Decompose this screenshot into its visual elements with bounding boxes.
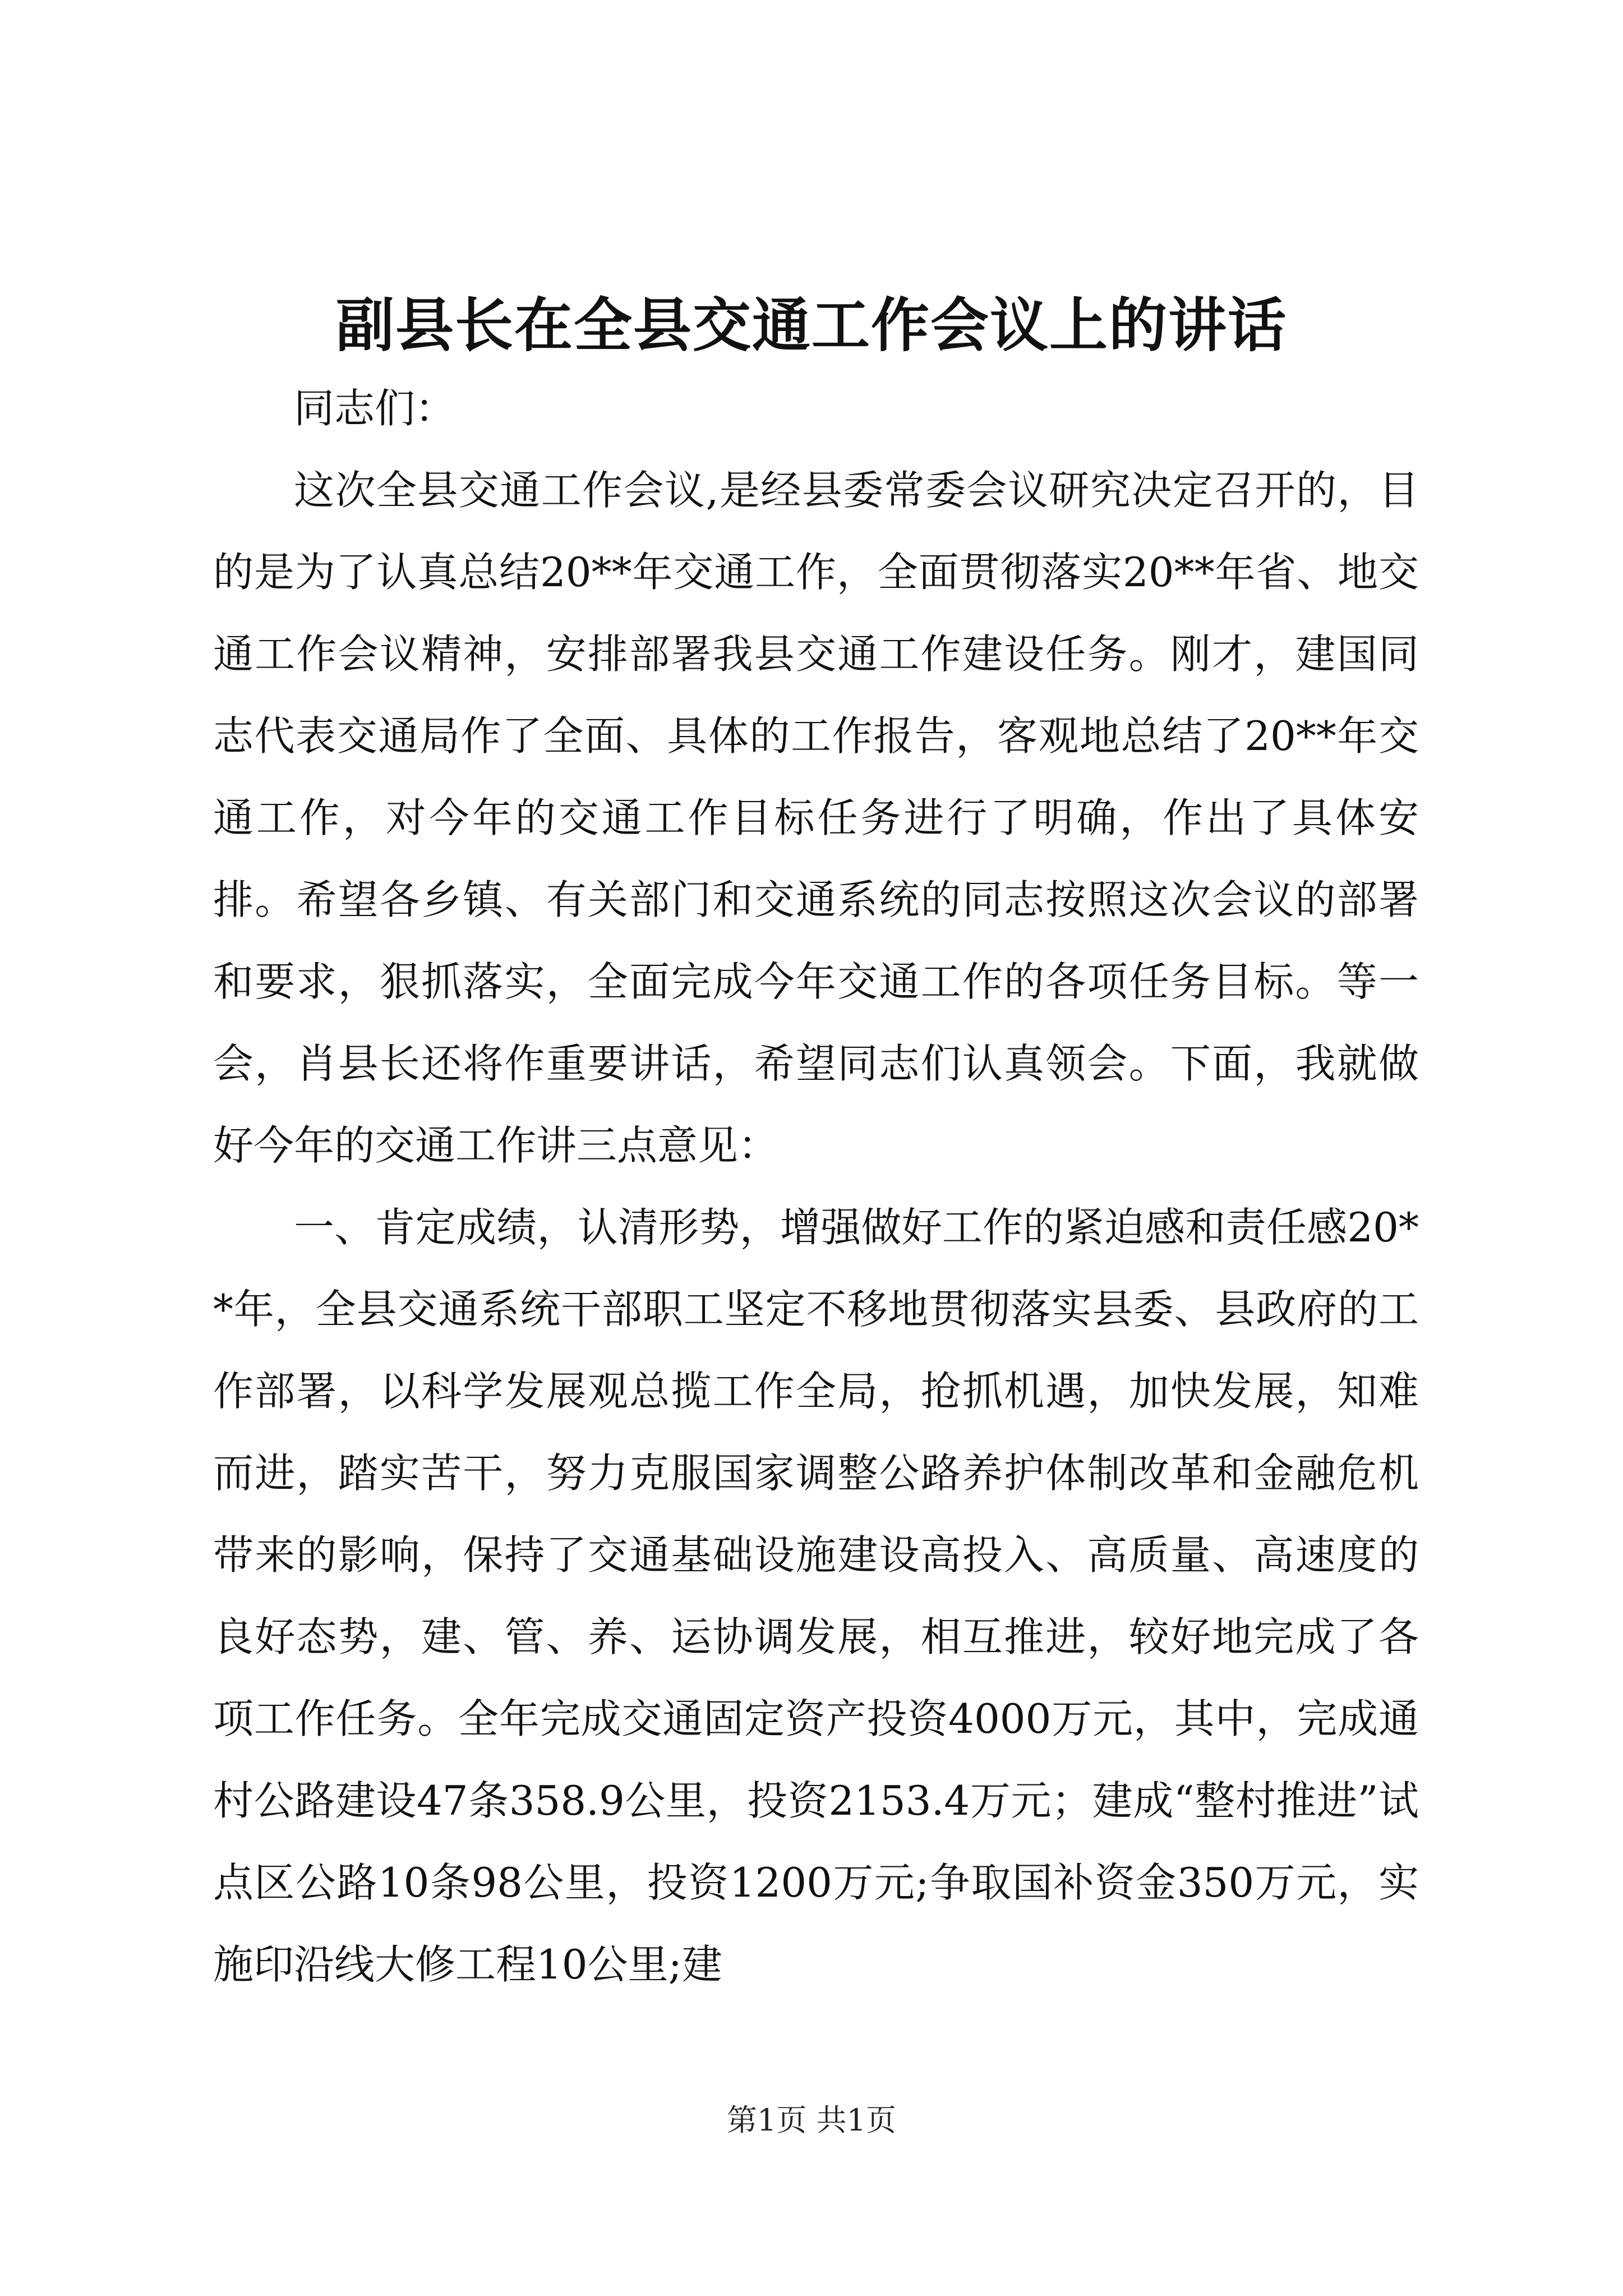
page-footer: 第1页 共1页	[727, 2102, 896, 2138]
salutation: 同志们：	[294, 385, 456, 432]
document-body	[213, 367, 1419, 2005]
paragraph-intro: 这次全县交通工作会议,是经县委常委会议研究决定召开的，目的是为了认真总结20**年交通工作，全面贯彻落实20**年省、地交通工作会议精神，安排部署我县交通工作建设任务。刚才，建国同志代表交通局作了全面、具体的工作报告，客观地总结了20**年交通工作，对今年的交通工作目标任务进行了明确，作出了具体安排。希望各乡镇、有关部门和交通系统的同志按照这次会议的部署和要求，狠抓落实，全面完成今年交通工作的各项任务目标。等一会，肖县长还将作重要讲话，希望同志们认真领会。下面，我就做好今年的交通工作讲三点意见：	[213, 467, 1419, 1169]
document-title: 副县长在全县交通工作会议上的讲话	[335, 291, 1287, 360]
paragraph-section-one: 一、肯定成绩，认清形势，增强做好工作的紧迫感和责任感20**年，全县交通系统干部职工坚定不移地贯彻落实县委、县政府的工作部署，以科学发展观总揽工作全局，抢抓机遇，加快发展，知难而进，踏实苦干，努力克服国家调整公路养护体制改革和金融危机带来的影响，保持了交通基础设施建设高投入、高质量、高速度的良好态势，建、管、养、运协调发展，相互推进，较好地完成了各项工作任务。全年完成交通固定资产投资4000万元，其中，完成通村公路建设47条358.9公里，投资2153.4万元；建成“整村推进”试点区公路10条98公里，投资1200万元;争取国补资金350万元，实施印沿线大修工程10公里;建	[213, 1204, 1419, 1988]
